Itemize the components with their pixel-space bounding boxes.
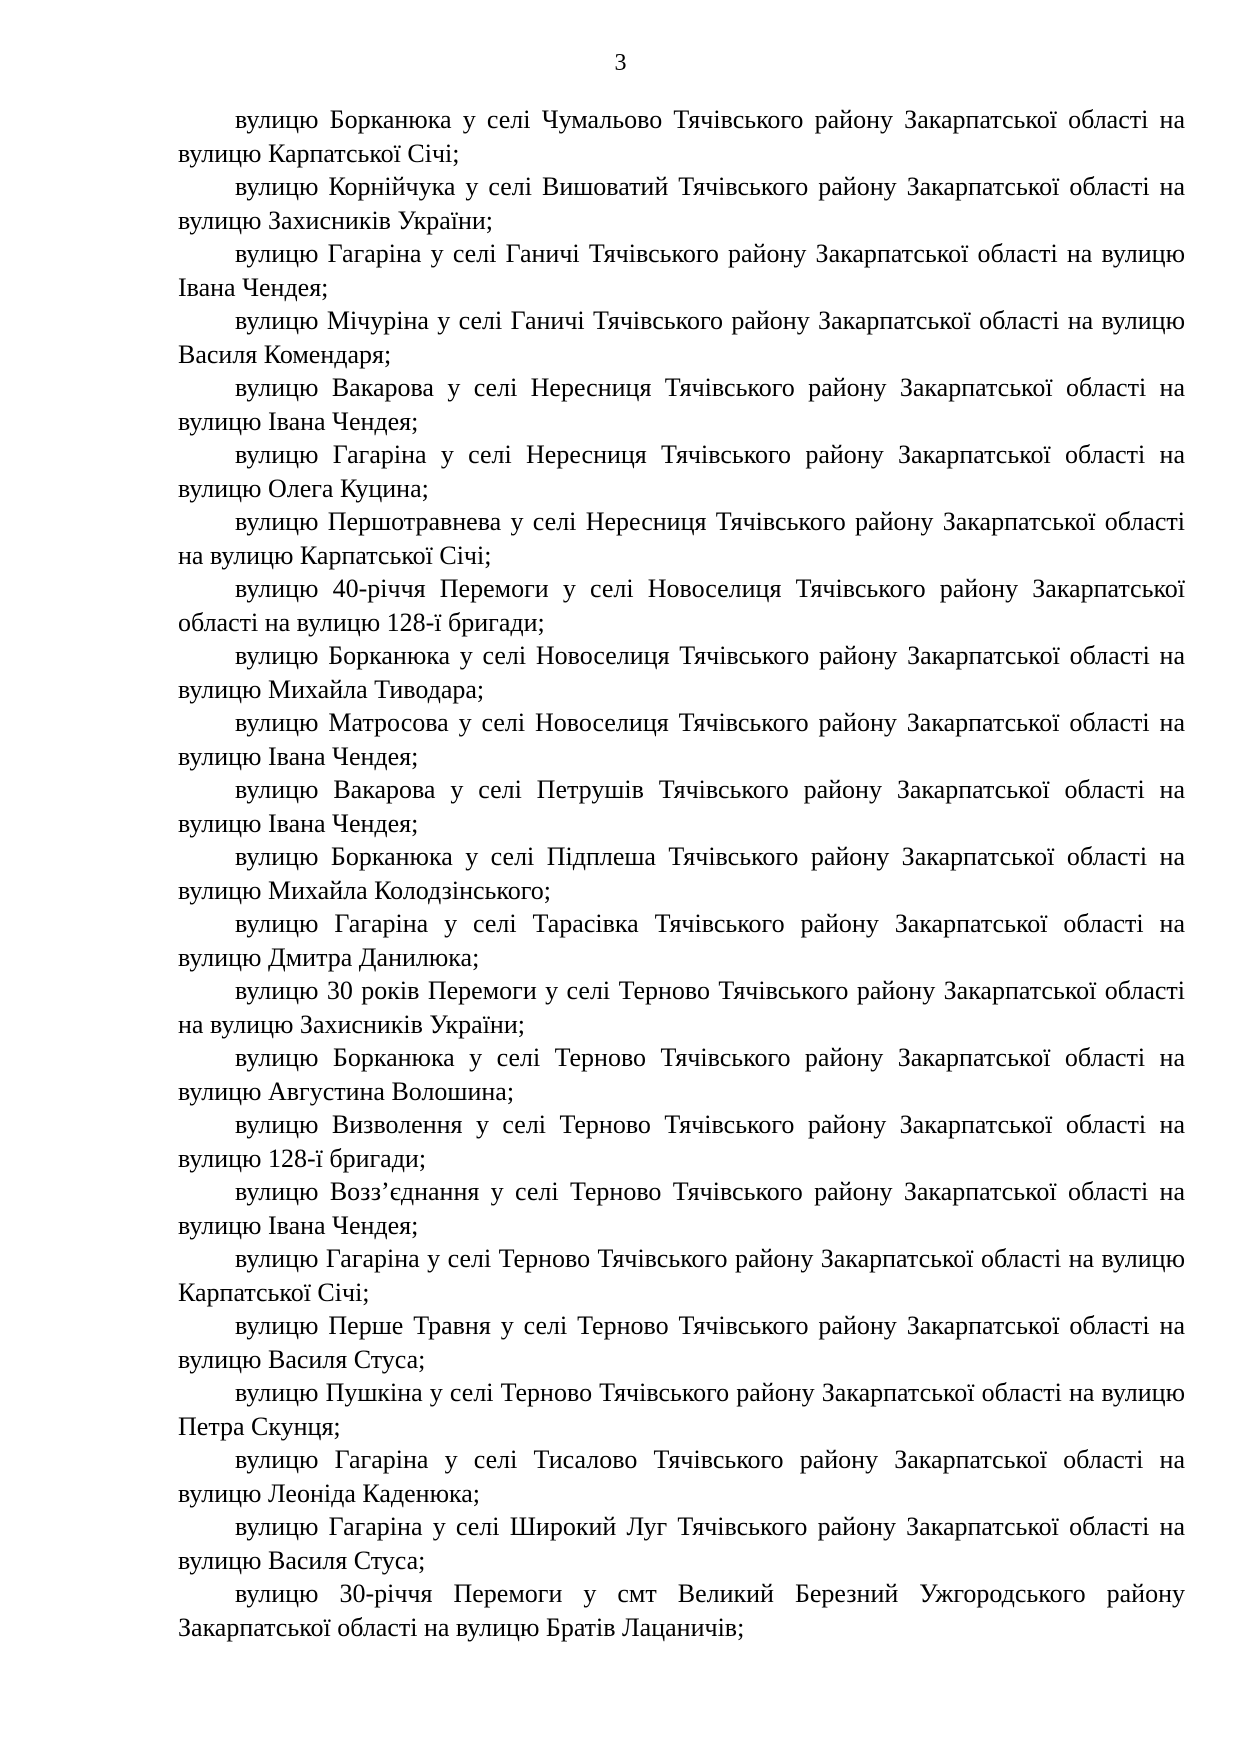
paragraph: вулицю Пушкіна у селі Терново Тячівського району Закарпатської області на вулицю Петра Скунця; [178, 1378, 1185, 1441]
paragraph: вулицю Першотравнева у селі Нересниця Тячівського району Закарпатської області на вулицю Карпатської Січі; [178, 507, 1185, 570]
paragraph: вулицю Гагаріна у селі Тисалово Тячівського району Закарпатської області на вулицю Леоніда Каденюка; [178, 1445, 1185, 1508]
paragraph: вулицю Матросова у селі Новоселиця Тячівського району Закарпатської області на вулицю Івана Чендея; [178, 708, 1185, 771]
paragraph: вулицю Визволення у селі Терново Тячівського району Закарпатської області на вулицю 128-ї бригади; [178, 1110, 1185, 1173]
paragraph: вулицю Корнійчука у селі Вишоватий Тячівського району Закарпатської області на вулицю Захисників України; [178, 172, 1185, 235]
paragraph: вулицю Перше Травня у селі Терново Тячівського району Закарпатської області на вулицю Василя Стуса; [178, 1311, 1185, 1374]
paragraph: вулицю 40-річчя Перемоги у селі Новоселиця Тячівського району Закарпатської області на вулицю 128-ї бригади; [178, 574, 1185, 637]
paragraph: вулицю Гагаріна у селі Нересниця Тячівського району Закарпатської області на вулицю Олега Куцина; [178, 440, 1185, 503]
paragraph: вулицю Гагаріна у селі Терново Тячівського району Закарпатської області на вулицю Карпатської Січі; [178, 1244, 1185, 1307]
document-body [178, 103, 1185, 1644]
paragraph: вулицю Возз’єднання у селі Терново Тячівського району Закарпатської області на вулицю Івана Чендея; [178, 1177, 1185, 1240]
paragraph: вулицю 30 років Перемоги у селі Терново Тячівського району Закарпатської області на вулицю Захисників України; [178, 976, 1185, 1039]
paragraph: вулицю Гагаріна у селі Ганичі Тячівського району Закарпатської області на вулицю Івана Чендея; [178, 239, 1185, 302]
page-number: 3 [614, 50, 627, 76]
paragraph: вулицю Борканюка у селі Терново Тячівського району Закарпатської області на вулицю Августина Волошина; [178, 1043, 1185, 1106]
paragraph: вулицю Мічуріна у селі Ганичі Тячівського району Закарпатської області на вулицю Василя Комендаря; [178, 306, 1185, 369]
paragraph: вулицю Вакарова у селі Нересниця Тячівського району Закарпатської області на вулицю Івана Чендея; [178, 373, 1185, 436]
paragraph: вулицю 30-річчя Перемоги у смт Великий Березний Ужгородського району Закарпатської області на вулицю Братів Лацаничів; [178, 1579, 1185, 1642]
paragraph: вулицю Гагаріна у селі Тарасівка Тячівського району Закарпатської області на вулицю Дмитра Данилюка; [178, 909, 1185, 972]
paragraph: вулицю Борканюка у селі Підплеша Тячівського району Закарпатської області на вулицю Михайла Колодзінського; [178, 842, 1185, 905]
paragraph: вулицю Вакарова у селі Петрушів Тячівського району Закарпатської області на вулицю Івана Чендея; [178, 775, 1185, 838]
paragraph: вулицю Борканюка у селі Чумальово Тячівського району Закарпатської області на вулицю Карпатської Січі; [178, 105, 1185, 168]
paragraph: вулицю Гагаріна у селі Широкий Луг Тячівського району Закарпатської області на вулицю Василя Стуса; [178, 1512, 1185, 1575]
paragraph: вулицю Борканюка у селі Новоселиця Тячівського району Закарпатської області на вулицю Михайла Тиводара; [178, 641, 1185, 704]
